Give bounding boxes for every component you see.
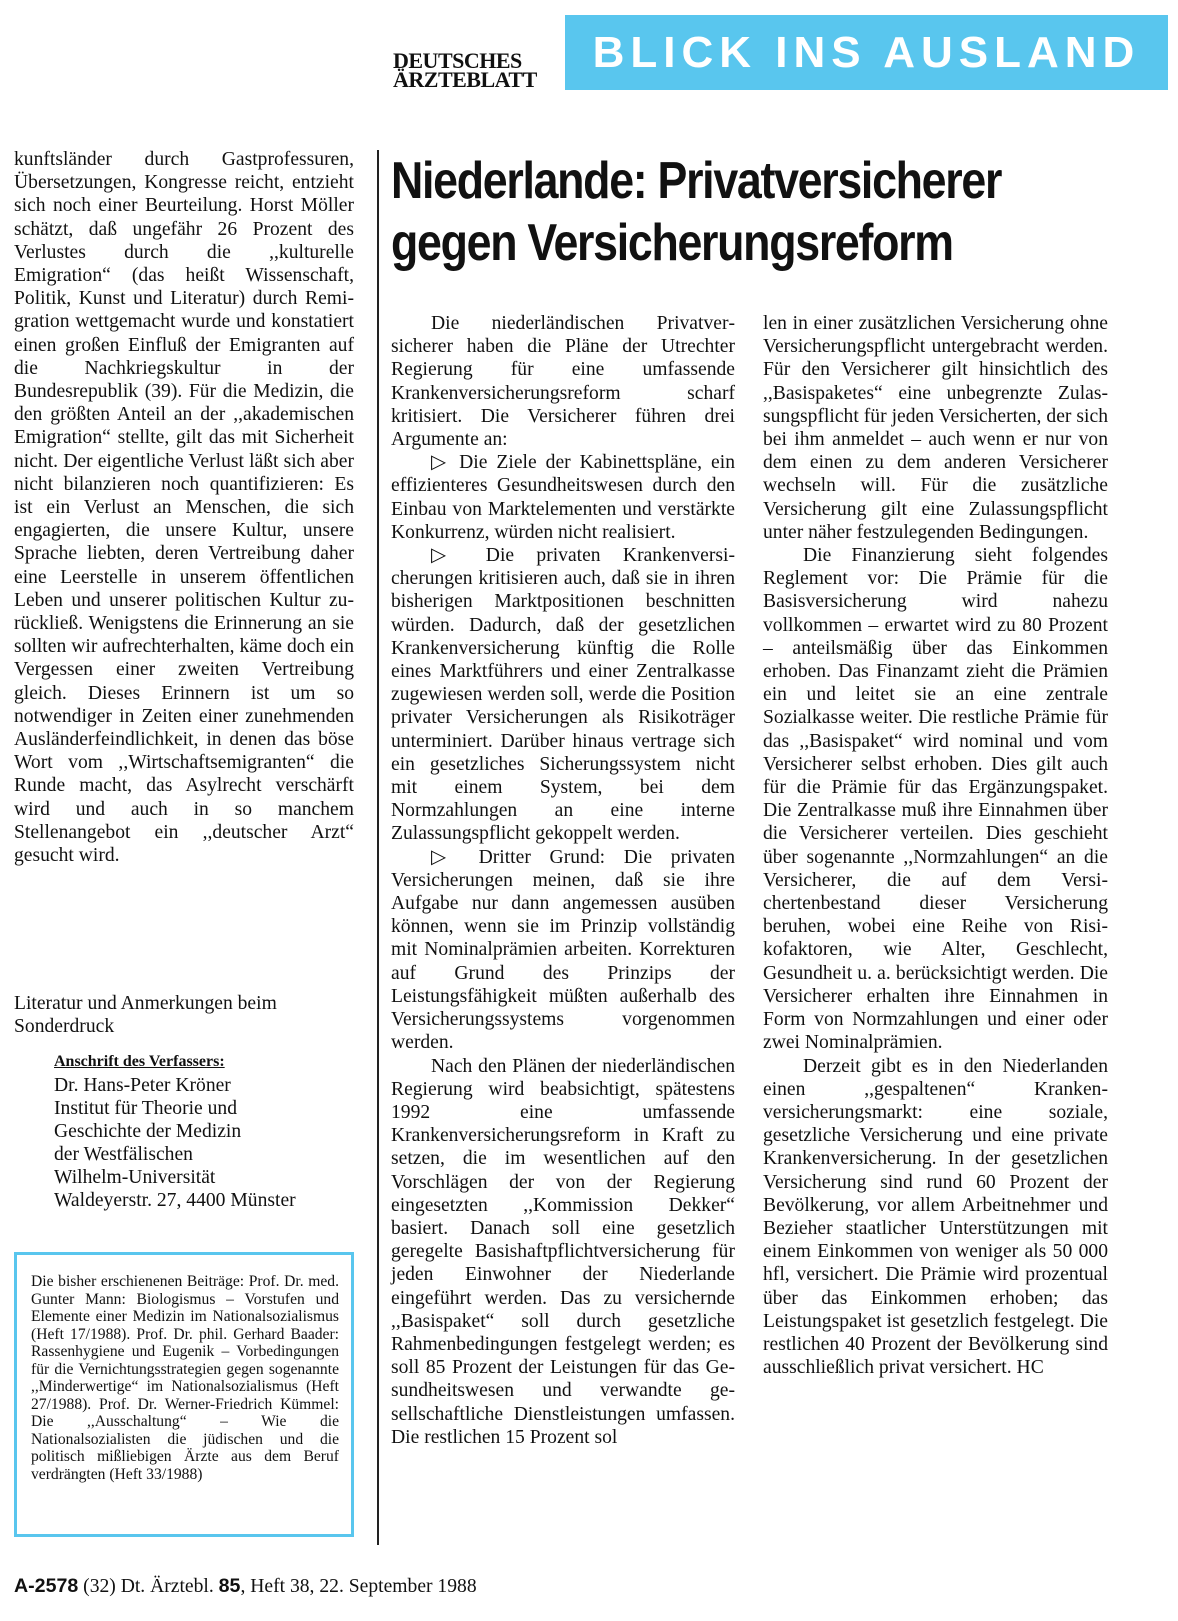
logo-line-2: ÄRZTEBLATT [393,67,537,92]
page-footer [14,1575,477,1598]
paragraph: ▷ Die Ziele der Kabinettspläne, ein effizienteres Gesundheitswesen durch den Einbau von Marktelementen und verstärkte Konkurrenz, würden nicht realisiert. [391,452,735,543]
previous-articles-text: Die bisher erschienenen Beiträge: Prof. Dr. med. Gunter Mann: Biologismus – Vorstufen und Elemente einer Medizin im Nationalsozialismus (Heft 17/1988). Prof. Dr. phil. Gerhard Baader: Rassenhygiene und Eugenik – Vorbedingungen für die Vernichtungsstrategien gegen sogenannte ,,Minderwertige“ im Nationalsozialismus (Heft 27/1988). Prof. Dr. Werner-Friedrich Kümmel: Die ,,Ausschaltung“ – Wie die Nationalsozialisten die jüdischen und die politisch mißliebigen Ärzte aus dem Beruf verdrängten (Heft 33/1988) [31,1273,339,1483]
left-column-text: kunftsländer durch Gastprofessuren, Übersetzungen, Kongresse reicht, entzieht sich noch einer Beurteilung. Horst Möller schätzt, daß ungefähr 26 Prozent des Verlustes durch die ,,kulturelle Emigration“ (das heißt Wissenschaft, Politik, Kunst und Literatur) durch Remigration wettgemacht wurde und konstatiert einen großen Einfluß der Emigranten auf die Nachkriegskultur in der Bundesrepublik (39). Für die Medizin, die den größten Anteil an der ,,akademischen Emigration“ stellte, gilt das mit Sicherheit nicht. Der eigentliche Verlust läßt sich aber nicht bilanzieren noch quantifizieren: Es ist ein Verlust an Menschen, die sich engagierten, die unsere Kultur, unsere Sprache liebten, deren Vertreibung daher eine Leerstelle in unserem öffentlichen Leben und unserer politischen Kultur zurückließ. Wenigstens die Erinnerung an sie sollten wir aufrechterhalten, käme doch ein Vergessen einer zweiten Vertreibung gleich. Dieses Erinnern ist um so notwendiger in Zeiten einer zunehmenden Ausländerfeindlichkeit, in denen das böse Wort vom ,,Wirtschaftsemigranten“ die Runde macht, das Asylrecht verschärft wird und auch in so manchem Stellenangebot ein ,,deutscher Arzt“ gesucht wird. [14,149,354,867]
address-line: Waldeyerstr. 27, 4400 Münster [54,1190,296,1211]
volume-number: 85 [218,1575,241,1597]
page-code: A-2578 [14,1575,79,1597]
article-title [391,150,1062,274]
section-banner: BLICK INS AUSLAND [565,15,1168,90]
right-column [763,312,1108,1379]
author-address [54,1074,364,1212]
title-line-2: gegen Versicherungsreform [391,214,953,272]
literature-note: Literatur und Anmerkungen beim Sonderdruck [14,993,277,1038]
paragraph: Die Finanzierung sieht folgendes Reglement vor: Die Prämie für die Basisversicherung wird nahezu vollkommen – erwartet wird zu 80 Prozent – anteilsmäßig über das Einkommen erhoben. Das Finanzamt zieht die Prämien ein und leitet sie an eine zentrale Sozialkasse weiter. Die restliche Prämie für das ,,Basispaket“ wird nominal und vom Versicherer selbst erhoben. Dies gilt auch für die Prämie für das Ergänzungspaket. Die Zentralkasse muß ihre Einnahmen über die Versicherer verteilen. Dies geschieht über sogenannte ,,Normzahlungen“ an die Versicherer, die auf dem Versichertenbestand dieser Versicherung beruhen, wobei eine Reihe von Risikofaktoren, wie Alter, Geschlecht, Gesundheit u. a. berücksichtigt werden. Die Versicherer erhalten ihre Einnahmen in Form von Normzahlungen und einer oder zwei Nominalprämien. [763,545,1108,1054]
paragraph: Die niederländischen Privatversicherer haben die Pläne der Utrechter Regierung für eine umfassende Krankenversicherungsreform scharf kritisiert. Die Versicherer führen drei Argumente an: [391,313,735,451]
left-column [14,148,354,867]
paragraph: Derzeit gibt es in den Niederlanden einen ,,gespaltenen“ Krankenversicherungsmarkt: eine soziale, gesetzliche Versicherung und eine private Krankenversicherung. In der gesetzlichen Versicherung sind rund 60 Prozent der Bevölkerung, vor allem Arbeitnehmer und Bezieher staatlicher Unterstützungen mit einem Einkommen von weniger als 50 000 hfl, versichert. Die Prämie wird prozentual über das Einkommen erhoben; das Leistungspaket ist gesetzlich festgelegt. Die restlichen 40 Prozent der Bevölkerung sind ausschließlich privat versichert. HC [763,1055,1108,1379]
paragraph: ▷ Dritter Grund: Die privaten Versicherungen meinen, daß sie ihre Aufgabe nur dann angemessen ausüben können, wenn sie im Prinzip vollständig mit Nominalprämien arbeiten. Korrekturen auf Grund des Prinzips der Leistungsfähigkeit müßten außerhalb des Versicherungssystems vorgenommen werden. [391,846,735,1054]
journal-logo [393,48,553,92]
paragraph: ▷ Die privaten Krankenversicherungen kritisieren auch, daß sie in ihren bisherigen Marktpositionen beschnitten würden. Dadurch, daß der gesetzlichen Krankenversicherung künftig die Rolle eines Marktführers und einer Zentralkasse zugewiesen werden soll, werde die Position privater Versicherungen als Risikoträger unterminiert. Darüber hinaus vertrage sich ein gesetzliches Sicherungssystem nicht mit einem System, bei dem Normzahlungen an eine interne Zulassungspflicht gekoppelt werden. [391,545,735,845]
citation-prefix: (32) Dt. Ärztebl. [78,1576,219,1597]
paragraph: Nach den Plänen der niederländischen Regierung wird beabsichtigt, spätestens 1992 eine umfassende Krankenversicherungsreform in Kraft zu setzen, die im wesentlichen auf den Vorschlägen der von der Regierung eingesetzten ,,Kommission Dekker“ basiert. Danach soll eine gesetzlich geregelte Basishaftpflichtversicherung für jeden Einwohner der Niederlande eingeführt werden. Das zu versichernde ,,Basispaket“ soll durch gesetzliche Rahmenbedingungen festgelegt werden; es soll 85 Prozent der Leistungen für das Gesundheitswesen und verwandte gesellschaftliche Dienstleistungen umfassen. Die restlichen 15 Prozent sol [391,1055,735,1448]
address-line: Institut für Theorie und [54,1098,238,1119]
address-line: Wilhelm-Universität [54,1167,216,1188]
title-line-1: Niederlande: Privatversicherer [391,152,1002,210]
address-line: Geschichte der Medizin [54,1121,242,1142]
logo-line-1: DEUTSCHES [393,48,522,73]
column-divider [377,150,379,1545]
paragraph: len in einer zusätzlichen Versicherung ohne Versicherungspflicht untergebracht werden. Für den Versicherer gilt hinsichtlich des ,,Basispaketes“ eine unbegrenzte Zulassungspflicht für jeden Versicherten, der sich bei ihm anmeldet – auch wenn er nur von dem einen zu dem anderen Versicherer wechseln will. Für die zusätzliche Versicherung gilt eine Zulassungspflicht unter näher festzulegenden Bedingungen. [763,313,1108,543]
citation-suffix: , Heft 38, 22. September 1988 [240,1576,477,1597]
address-line: Dr. Hans-Peter Kröner [54,1075,231,1096]
previous-articles-box [14,1252,354,1537]
address-line: der Westfälischen [54,1144,193,1165]
address-label: Anschrift des Verfassers: [54,1053,225,1070]
middle-column [391,312,735,1449]
